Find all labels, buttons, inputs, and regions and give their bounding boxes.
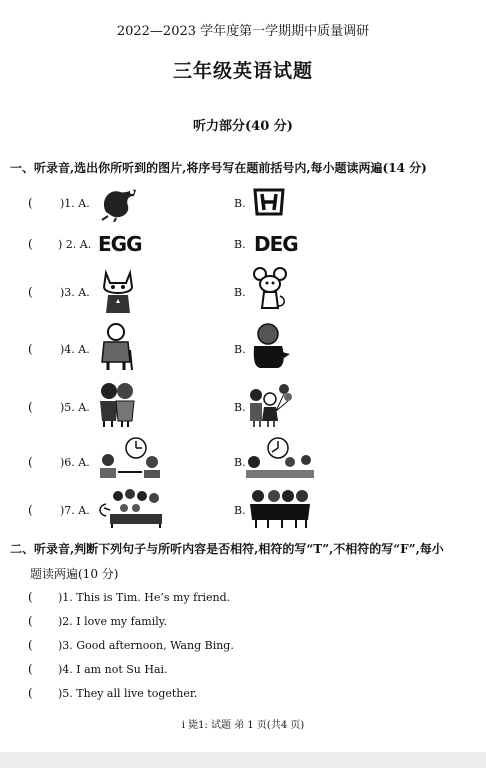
sentence-text: )5. They all live together. bbox=[58, 687, 198, 700]
question-number: )3. A. bbox=[60, 286, 90, 299]
grandma-icon bbox=[248, 322, 292, 370]
question-number: )4. A. bbox=[60, 343, 90, 356]
answer-bracket: ( bbox=[28, 590, 33, 604]
sentence-text: )3. Good afternoon, Wang Bing. bbox=[58, 639, 234, 652]
listening-part-heading: 听力部分(40 分) bbox=[193, 119, 293, 134]
page-title: 三年级英语试题 bbox=[172, 60, 313, 82]
clock-lunch-icon bbox=[94, 436, 164, 480]
answer-bracket: ( bbox=[28, 503, 33, 517]
answer-bracket: ( bbox=[28, 662, 33, 676]
cat-icon bbox=[98, 267, 138, 317]
question-number: ) 2. A. bbox=[58, 238, 92, 251]
question-number: )6. A. bbox=[60, 456, 90, 469]
school-year-header: 2022—2023 学年度第一学期期中质量调研 bbox=[116, 24, 370, 39]
friends-photo-icon bbox=[248, 488, 312, 528]
sentence-text: )2. I love my family. bbox=[58, 615, 167, 628]
section2-instruction-line2: 题读两遍(10 分) bbox=[30, 567, 119, 581]
family-photo-icon bbox=[96, 488, 164, 528]
answer-bracket: ( bbox=[28, 237, 33, 251]
option-b-label: B. bbox=[234, 286, 246, 299]
sentence-text: )4. I am not Su Hai. bbox=[58, 663, 168, 676]
mouse-icon bbox=[250, 266, 290, 310]
option-b-label: B. bbox=[234, 343, 246, 356]
option-b-label: B. bbox=[234, 456, 246, 469]
dragon-icon bbox=[98, 182, 140, 222]
answer-bracket: ( bbox=[28, 285, 33, 299]
answer-bracket: ( bbox=[28, 638, 33, 652]
option-b-label: B. bbox=[234, 504, 246, 517]
grandpa-icon bbox=[96, 322, 136, 372]
answer-bracket: ( bbox=[28, 455, 33, 469]
honda-logo-icon bbox=[252, 187, 286, 217]
answer-bracket: ( bbox=[28, 400, 33, 414]
boy-girl-icon bbox=[96, 381, 138, 427]
page-footer: i 毙1: 试题 弟 1 页(共4 页) bbox=[181, 720, 305, 731]
answer-bracket: ( bbox=[28, 686, 33, 700]
answer-bracket: ( bbox=[28, 342, 33, 356]
option-b-label: B. bbox=[234, 197, 246, 210]
section1-instruction: 一、听录音,选出你所听到的图片,将序号写在题前括号内,每小题读两遍(14 分) bbox=[10, 161, 427, 175]
clock-dinner-icon bbox=[244, 436, 316, 480]
section2-instruction-line1: 二、听录音,判断下列句子与所听内容是否相符,相符的写“T”,不相符的写“F”,每小 bbox=[10, 542, 444, 556]
option-b-word: DEG bbox=[254, 232, 298, 256]
answer-bracket: ( bbox=[28, 614, 33, 628]
option-a-word: EGG bbox=[98, 232, 142, 256]
question-number: )7. A. bbox=[60, 504, 90, 517]
option-b-label: B. bbox=[234, 401, 246, 414]
sentence-text: )1. This is Tim. He’s my friend. bbox=[58, 591, 231, 604]
question-number: )1. A. bbox=[60, 197, 90, 210]
option-b-label: B. bbox=[234, 238, 246, 251]
children-balloons-icon bbox=[246, 381, 292, 427]
viewer-bottom-bar bbox=[0, 752, 486, 768]
question-number: )5. A. bbox=[60, 401, 90, 414]
answer-bracket: ( bbox=[28, 196, 33, 210]
